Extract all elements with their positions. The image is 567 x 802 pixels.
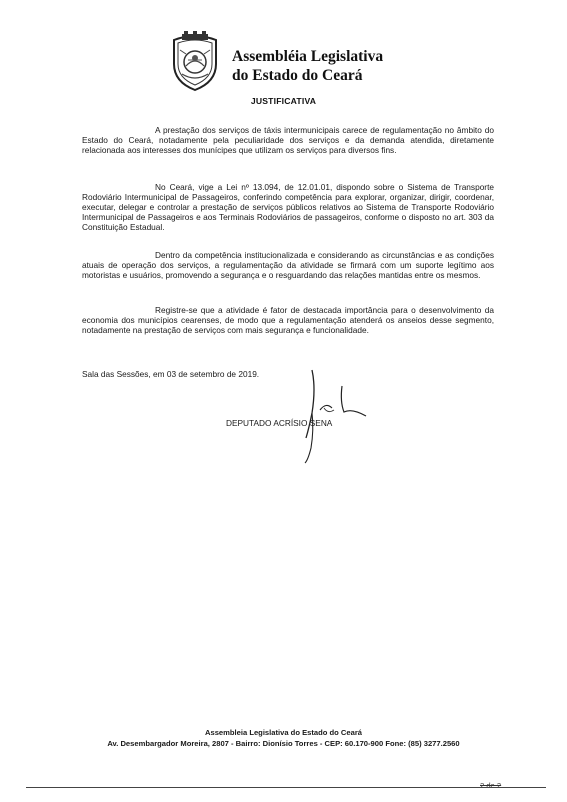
footer-address: Av. Desembargador Moreira, 2807 - Bairro: Dionísio Torres - CEP: 60.170-900 Fone: (85) 3277.2560 xyxy=(107,739,460,748)
paragraph-2 xyxy=(82,182,494,232)
org-name-line2: do Estado do Ceará xyxy=(232,67,363,84)
paragraph-text: Registre-se que a atividade é fator de destacada importância para o desenvolvimento da economia dos municípios cearenses, de modo que a regulamentação atenderá os anseios desse segmento, notadamente na prestação de serviços com mais segurança e funcionalidade. xyxy=(82,305,494,336)
paragraph-3 xyxy=(82,250,494,280)
footer-organization: Assembleia Legislativa do Estado do Ceará xyxy=(205,728,362,737)
paragraph-text: A prestação dos serviços de táxis intermunicipais carece de regulamentação no âmbito do Estado do Ceará, notadamente pela peculiaridade dos serviços e da demanda atendida, diretamente relacionada aos interesses dos munícipes que utilizam os serviços para diversos fins. xyxy=(82,125,494,156)
closing-date-line: Sala das Sessões, em 03 de setembro de 2019. xyxy=(82,369,260,379)
page-number: 2 de 2 xyxy=(480,781,502,790)
organization-name xyxy=(232,47,383,85)
state-coat-of-arms-icon xyxy=(168,30,222,92)
document-heading: JUSTIFICATIVA xyxy=(250,96,317,106)
paragraph-text: No Ceará, vige a Lei nº 13.094, de 12.01.01, dispondo sobre o Sistema de Transporte Rodoviário Intermunicipal de Passageiros, conferindo competência para explorar, organizar, dirigir, coordenar, executar, delegar e controlar a prestação de serviços públicos relativos ao Sistema de Transporte Rodoviário Intermunicipal de Passageiros e aos Terminais Rodoviários de passageiros, conforme o disposto no art. 303 da Constituição Estadual. xyxy=(82,182,494,233)
paragraph-1 xyxy=(82,125,494,155)
paragraph-4 xyxy=(82,305,494,335)
bottom-divider xyxy=(26,787,546,788)
signatory-name: DEPUTADO ACRÍSIO SENA xyxy=(226,418,333,428)
org-name-line1: Assembléia Legislativa xyxy=(232,48,384,65)
paragraph-text: Dentro da competência institucionalizada e considerando as circunstâncias e as condições atuais de operação dos serviços, a regulamentação da atividade se firmará com um suporte legítimo aos motoristas e usuários, promovendo a segurança e o resguardando das relações mantidas entre os mesmos. xyxy=(82,250,494,281)
